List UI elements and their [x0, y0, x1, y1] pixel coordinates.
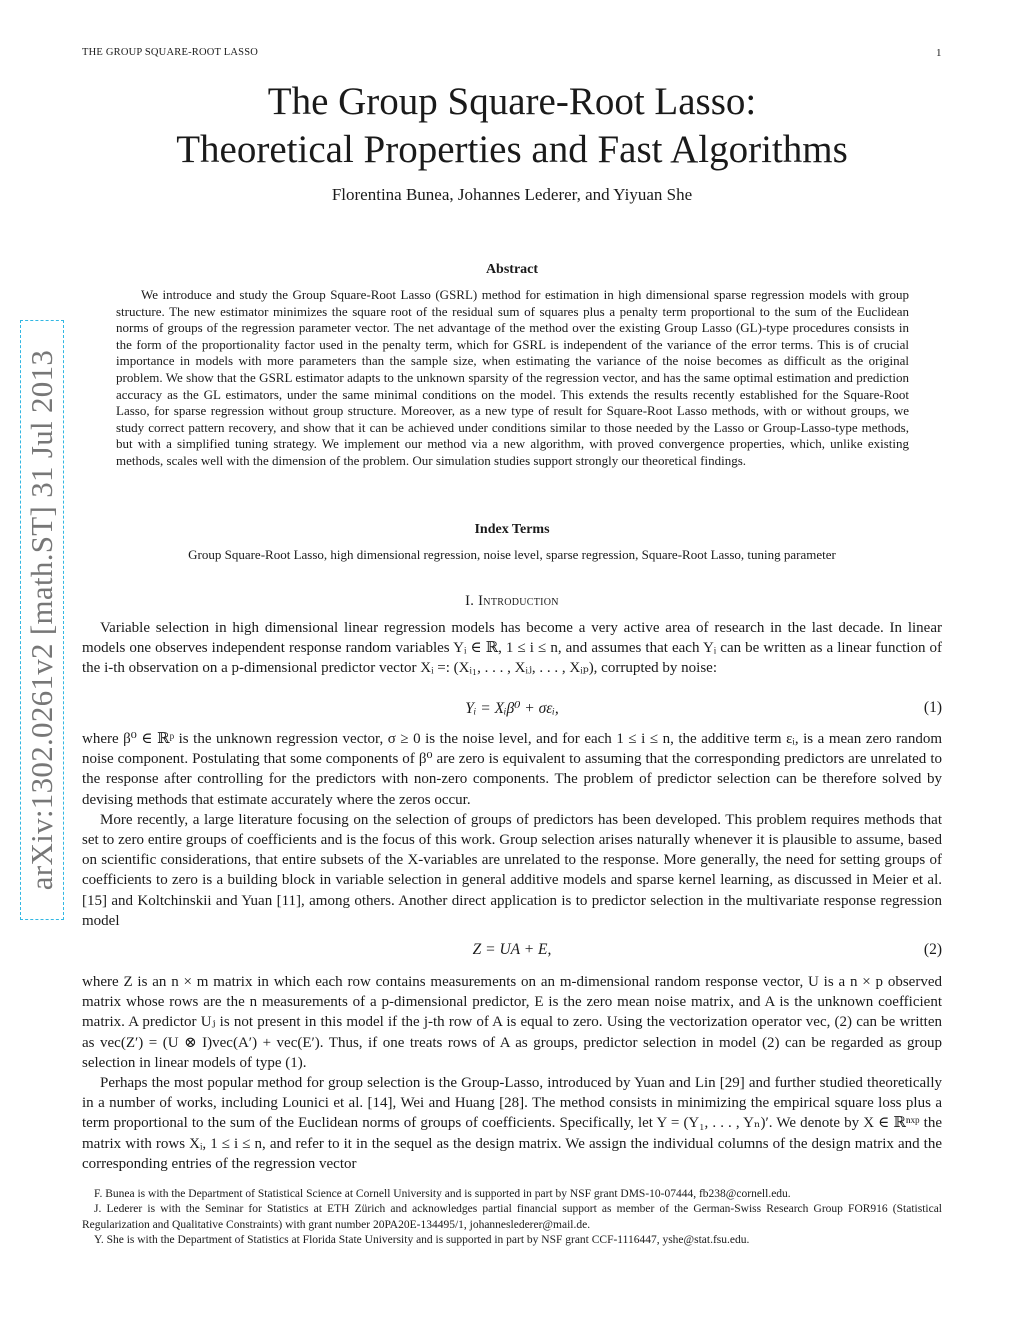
- section-heading: [100, 593, 924, 610]
- equation-1: [82, 699, 942, 719]
- body-block-1: [82, 618, 942, 679]
- body-block-3: [82, 972, 942, 1174]
- paragraph-multivariate: where Z is an n × m matrix in which each row contains measurements on an m-dimensional random response vector, U is a n × p observed matrix whose rows are the n measurements of a p-dimensional predictor, E is the zero mean noise matrix, and A is the unknown coefficient matrix. A predictor Uⱼ is not present in this model if the j-th row of A is equal to zero. Using the vectorization operator vec, (2) can be written as vec(Z′) = (U ⊗ I)vec(A′) + vec(E′). Thus, if one treats rows of A as groups, predictor selection in model (2) can be regarded as group selection in linear models of type (1).: [82, 974, 942, 1071]
- author-list: Florentina Bunea, Johannes Lederer, and Yiyuan She: [331, 185, 693, 204]
- arxiv-identifier: arXiv:1302.0261v2 [math.ST] 31 Jul 2013: [24, 349, 60, 891]
- equation-2-number: (2): [923, 941, 942, 958]
- paragraph-group-lasso: Perhaps the most popular method for group selection is the Group-Lasso, introduced by Yuan and Lin [29] and further studied theoretically in a number of works, including Lounici et al. [14], Wei and Huang [28]. The method consists in minimizing the empirical square loss plus a term proportional to the sum of the Euclidean norms of groups of coefficients. Specifically, let Y = (Y₁, . . . , Yₙ)′. We denote by X ∈ ℝⁿˣᵖ the matrix with rows Xᵢ, 1 ≤ i ≤ n, and refer to it in the sequel as the design matrix. We assign the individual columns of the design matrix and the corresponding entries of the regression vector: [82, 1075, 942, 1172]
- body-block-2: [82, 729, 942, 931]
- footnote-bunea: F. Bunea is with the Department of Statistical Science at Cornell University and is supported in part by NSF grant DMS-10-07444, fb238@cornell.edu.: [94, 1188, 791, 1200]
- paragraph-intro: Variable selection in high dimensional linear regression models has become a very active area of research in the last decade. In linear models one observes independent response random variables Yᵢ ∈ ℝ, 1 ≤ i ≤ n, and assumes that each Yᵢ can be written as a linear function of the i-th observation on a p-dimensional predictor vector Xᵢ =: (Xᵢ₁, . . . , Xᵢⱼ, . . . , Xᵢₚ), corrupted by noise:: [82, 620, 942, 677]
- page-number: 1: [936, 47, 942, 59]
- equation-1-formula: Yᵢ = Xᵢβ⁰ + σεᵢ,: [465, 700, 559, 717]
- paragraph-noise: where β⁰ ∈ ℝᵖ is the unknown regression vector, σ ≥ 0 is the noise level, and for each 1 ≤ i ≤ n, the additive term εᵢ, is a mean zero random noise component. Postulating that some components of β⁰ are zero is equivalent to assuming that the corresponding predictors are unrelated to the response after controlling for the predictors with non-zero components. The problem of predictor selection can be therefore solved by devising methods that estimate accurately where the zeros occur.: [82, 731, 942, 808]
- index-terms-text: Group Square-Root Lasso, high dimensional regression, noise level, sparse regression, Square-Root Lasso, tuning parameter: [188, 547, 836, 562]
- equation-2-formula: Z = UA + E,: [472, 941, 552, 958]
- abstract-text: We introduce and study the Group Square-Root Lasso (GSRL) method for estimation in high dimensional sparse regression models with group structure. The new estimator minimizes the square root of the residual sum of squares plus a penalty term proportional to the sum of the Euclidean norms of groups of the regression parameter vector. The net advantage of the method over the existing Group Lasso (GL)-type procedures consists in the form of the proportionality factor used in the penalty term, which for GSRL is independent of the variance of the error terms. This is of crucial importance in models with more parameters than the sample size, when estimating the variance of the noise becomes as difficult as the original problem. We show that the GSRL estimator adapts to the unknown sparsity of the regression vector, and has the same optimal estimation and prediction accuracy as the GL estimators, under the same minimal conditions on the model. This extends the results recently established for the Square-Root Lasso, for sparse regression without group structure. Moreover, as a new type of result for Square-Root Lasso methods, with or without groups, we study correct pattern recovery, and show that it can be achieved under conditions similar to those needed by the Lasso or Group-Lasso-type methods, but with a simplified tuning strategy. We implement our method via a new algorithm, with proved convergence properties, which, unlike existing methods, scales well with the dimension of the problem. Our simulation studies support strongly our theoretical findings.: [116, 287, 909, 468]
- equation-2: [82, 941, 942, 961]
- abstract-heading: Abstract: [485, 262, 539, 277]
- paper-title: [100, 78, 924, 174]
- section-number: I.: [465, 593, 475, 609]
- section-title: Introduction: [478, 593, 559, 609]
- footnote-she: Y. She is with the Department of Statistics at Florida State University and is supported in part by NSF grant CCF-1116447, yshe@stat.fsu.edu.: [94, 1234, 750, 1247]
- paragraph-groups: More recently, a large literature focusing on the selection of groups of predictors has been developed. This problem requires methods that set to zero entire groups of coefficients and is the focus of this work. Group selection arises naturally whenever it is plausible to assume, based on scientific considerations, that entire subsets of the X-variables are unrelated to the response. More generally, the need for setting groups of coefficients to zero is a building block in variable selection in general additive models and sparse kernel learning, as discussed in Meier et al. [15] and Koltchinskii and Yuan [11], among others. Another direct application is to predictor selection in the multivariate response regression model: [82, 811, 942, 929]
- footnote-lederer: J. Lederer is with the Seminar for Statistics at ETH Zürich and acknowledges partial financial support as member of the German-Swiss Research Group FOR916 (Statistical Regularization and Qualitative Constraints) with grant number 20PA20E-134495/1, johanneslederer@mail.de.: [82, 1203, 942, 1231]
- arxiv-stamp[interactable]: [20, 320, 64, 920]
- title-line-1: The Group Square-Root Lasso:: [267, 80, 757, 123]
- title-line-2: Theoretical Properties and Fast Algorithms: [176, 128, 848, 171]
- equation-1-number: (1): [923, 699, 942, 716]
- footnotes: [82, 1187, 942, 1249]
- running-head: THE GROUP SQUARE-ROOT LASSO: [82, 47, 259, 58]
- index-terms-heading: Index Terms: [474, 522, 550, 537]
